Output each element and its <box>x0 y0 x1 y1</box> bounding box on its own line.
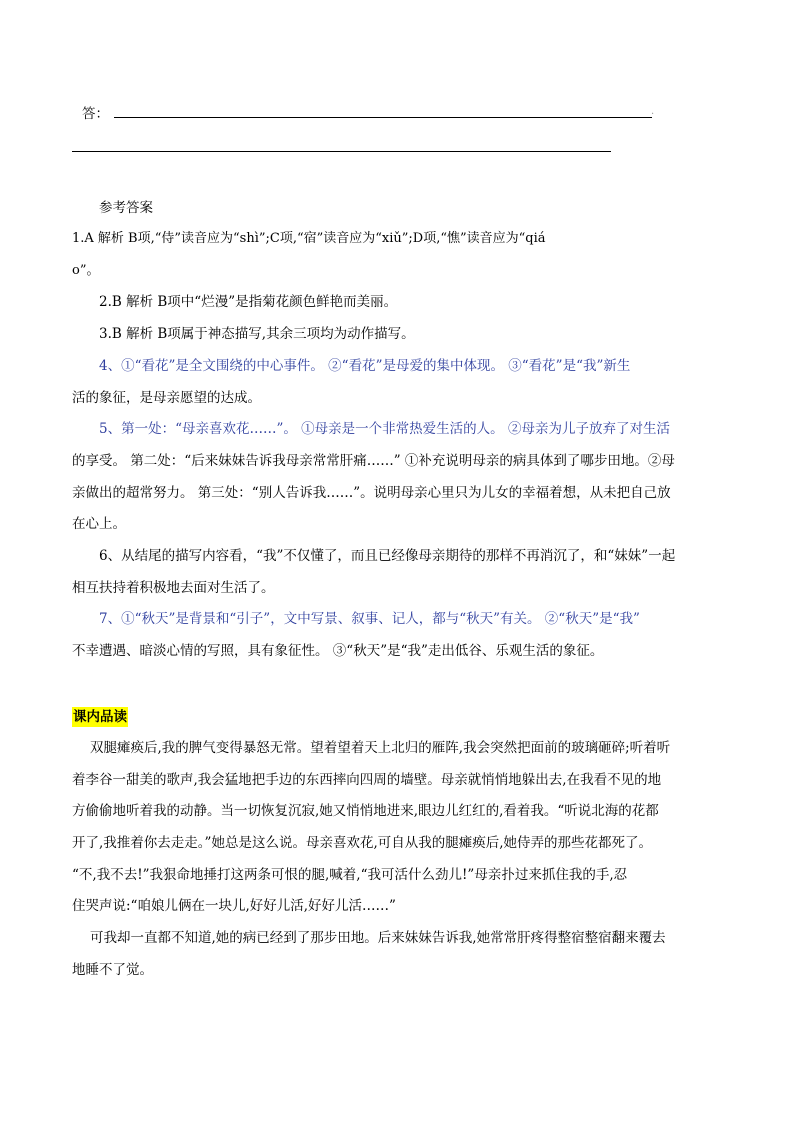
answer-4-line-2: 活的象征，是母亲愿望的达成。 <box>72 390 261 406</box>
answer-6-line-2: 相互扶持着积极地去面对生活了。 <box>72 580 275 596</box>
passage-line-7: 可我却一直都不知道,她的病已经到了那步田地。后来妹妹告诉我,她常常肝疼得整宿整宿翻来覆去 <box>90 930 666 946</box>
answer-2: 2.B 解析 B项中“烂漫”是指菊花颜色鲜艳而美丽。 <box>99 294 398 310</box>
answer-5-line-4: 在心上。 <box>72 516 126 532</box>
answer-end-mark: . <box>651 106 655 117</box>
passage-line-1: 双腿瘫痪后,我的脾气变得暴怒无常。望着望着天上北归的雁阵,我会突然把面前的玻璃砸碎;听着听 <box>90 740 671 756</box>
answer-5-line-1: 5、第一处：“母亲喜欢花……”。 ①母亲是一个非常热爱生活的人。 ②母亲为儿子放弃了对生活 <box>99 421 670 437</box>
passage-line-6: 住哭声说:“咱娘儿俩在一块儿,好好儿活,好好儿活……” <box>72 898 396 914</box>
answer-7-line-2: 不幸遭遇、暗淡心情的写照，具有象征性。 ③“秋天”是“我”走出低谷、乐观生活的象征。 <box>72 643 604 659</box>
answer-5-line-2: 的享受。 第二处：“后来妹妹告诉我母亲常常肝痛……” ①补充说明母亲的病具体到了哪步田地。②母 <box>72 453 675 469</box>
answer-line-1[interactable] <box>114 117 652 118</box>
answer-5-line-3: 亲做出的超常努力。 第三处：“别人告诉我……”。说明母亲心里只为儿女的幸福着想，从未把自己放 <box>72 485 671 501</box>
passage-line-3: 方偷偷地听着我的动静。当一切恢复沉寂,她又悄悄地进来,眼边儿红红的,看着我。“听说北海的花都 <box>72 803 659 819</box>
answer-3: 3.B 解析 B项属于神态描写,其余三项均为动作描写。 <box>99 326 415 342</box>
answer-1-line-2: o”。 <box>72 263 100 278</box>
answer-7-line-1: 7、①“秋天”是背景和“引子”，文中写景、叙事、记人，都与“秋天”有关。 ②“秋天”是“我” <box>99 611 640 627</box>
passage-line-5: “不,我不去!”我狠命地捶打这两条可恨的腿,喊着,“我可活什么劲儿!”母亲扑过来抓住我的手,忍 <box>72 867 628 883</box>
passage-line-4: 开了,我推着你去走走。”她总是这么说。母亲喜欢花,可自从我的腿瘫痪后,她侍弄的那些花都死了。 <box>72 835 653 851</box>
answer-4-line-1: 4、①“看花”是全文围绕的中心事件。 ②“看花”是母爱的集中体现。 ③“看花”是“我”新生 <box>99 358 631 374</box>
reference-answers-title: 参考答案 <box>99 200 153 216</box>
section-title: 课内品读 <box>73 709 127 725</box>
answer-prompt: 答： <box>82 106 109 122</box>
passage-line-2: 着李谷一甜美的歌声,我会猛地把手边的东西摔向四周的墙壁。母亲就悄悄地躲出去,在我看不见的地 <box>72 772 662 788</box>
answer-line-2[interactable] <box>72 151 611 152</box>
passage-line-8: 地睡不了觉。 <box>72 962 153 978</box>
answer-1-line-1: 1.A 解析 B项,“侍”读音应为“shì”;C项,“宿”读音应为“xiǔ”;D项,“憔”读音应为“qiá <box>72 231 546 246</box>
answer-6-line-1: 6、从结尾的描写内容看，“我”不仅懂了，而且已经像母亲期待的那样不再消沉了，和“妹妹”一起 <box>99 548 676 564</box>
